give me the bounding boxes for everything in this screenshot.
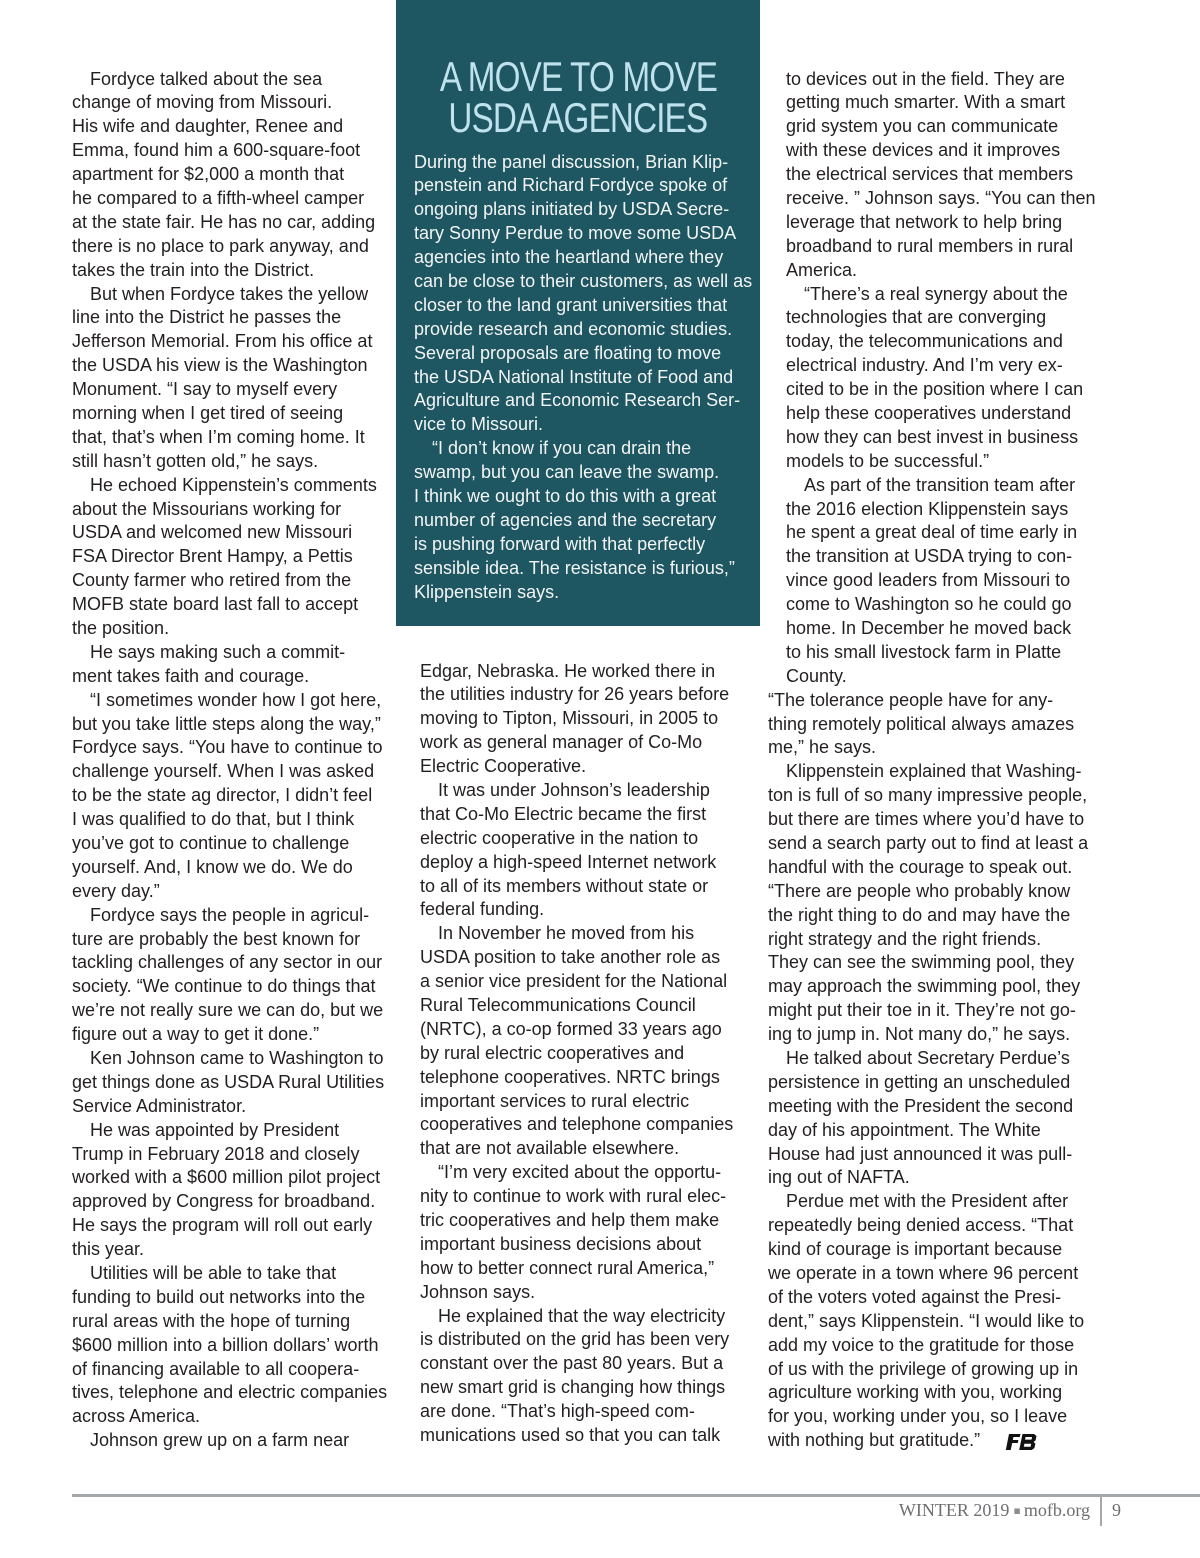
paragraph [72, 68, 394, 283]
text-line: “I don’t know if you can drain the [432, 438, 692, 459]
footer-divider [1100, 1496, 1102, 1526]
text-line: Edgar, Nebraska. He worked there in [420, 660, 716, 681]
text-line: yourself. And, I know we do. We do [72, 856, 353, 877]
text-line: Utilities will be able to take that [90, 1263, 337, 1284]
text-line: He talked about Secretary Perdue’s [786, 1048, 1070, 1069]
text-line: His wife and daughter, Renee and [72, 116, 344, 137]
text-line: funding to build out networks into the [72, 1286, 366, 1307]
text-line: Electric Cooperative. [420, 756, 587, 777]
text-line: to be the state ag director, I didn’t feel [72, 785, 373, 806]
text-line: come to Washington so he could go [786, 594, 1072, 615]
text-line: is distributed on the grid has been very [420, 1329, 730, 1350]
text-line: every day.” [72, 880, 160, 901]
text-line: Klippenstein explained that Washing- [786, 761, 1082, 782]
text-line: home. In December he moved back [786, 617, 1072, 638]
text-line: ment takes faith and courage. [72, 665, 310, 686]
text-line: the right thing to do and may have the [768, 904, 1071, 925]
text-line: to his small livestock farm in Platte [786, 641, 1062, 662]
text-line: In November he moved from his [438, 923, 695, 944]
paragraph [420, 1161, 750, 1304]
text-line: cooperatives and telephone companies [420, 1114, 734, 1135]
text-line: Service Administrator. [72, 1095, 247, 1116]
text-line: leverage that network to help bring [786, 211, 1063, 232]
text-line: approved by Congress for broadband. [72, 1191, 376, 1212]
text-line: agriculture working with you, working [768, 1382, 1063, 1403]
text-line: the electrical services that members [786, 164, 1074, 185]
paragraph [768, 474, 1098, 689]
paragraph [72, 1429, 394, 1453]
paragraph [420, 1305, 750, 1448]
sidebar-box [396, 0, 760, 626]
text-line: I was qualified to do that, but I think [72, 809, 355, 830]
paragraph [768, 689, 1098, 761]
text-line: figure out a way to get it done.” [72, 1024, 320, 1045]
text-line: with these devices and it improves [786, 140, 1061, 161]
paragraph [72, 283, 394, 474]
paragraph [420, 922, 750, 1161]
text-line: grid system you can communicate [786, 116, 1059, 137]
text-line: closer to the land grant universities that [414, 294, 728, 315]
footer-website: mofb.org [1023, 1500, 1090, 1520]
text-line: challenge yourself. When I was asked [72, 761, 375, 782]
text-line: Perdue met with the President after [786, 1191, 1069, 1212]
text-line: Johnson grew up on a farm near [90, 1430, 350, 1451]
footer-issue-line [899, 1499, 1090, 1522]
text-line: It was under Johnson’s leadership [438, 779, 710, 800]
text-line: provide research and economic studies. [414, 318, 733, 339]
text-line: Agriculture and Economic Research Ser- [414, 390, 741, 411]
text-line: tary Sonny Perdue to move some USDA [414, 223, 737, 244]
text-line: important business decisions about [420, 1233, 702, 1254]
page-number: 9 [1112, 1500, 1121, 1520]
text-line: dent,” says Klippenstein. “I would like to [768, 1310, 1085, 1331]
text-line: he compared to a fifth-wheel camper [72, 187, 365, 208]
paragraph [72, 1119, 394, 1262]
farm-bureau-logo-icon [1005, 1434, 1037, 1450]
text-line: Emma, found him a 600-square-foot [72, 140, 361, 161]
text-line: right strategy and the right friends. [768, 928, 1042, 949]
text-line: you’ve got to continue to challenge [72, 833, 350, 853]
text-line: number of agencies and the secretary [414, 509, 717, 530]
paragraph [414, 151, 752, 438]
text-line: During the panel discussion, Brian Klip- [414, 151, 729, 172]
text-line: electric cooperative in the nation to [420, 827, 699, 848]
text-line: getting much smarter. With a smart [786, 92, 1066, 113]
paragraph [414, 437, 752, 604]
text-line: there is no place to park anyway, and [72, 235, 369, 256]
text-line: of financing available to all coopera- [72, 1358, 360, 1379]
text-line: how to better connect rural America,” [420, 1257, 715, 1278]
text-line: America. [786, 259, 858, 280]
text-line: He explained that the way electricity [438, 1305, 726, 1326]
text-line: might put their toe in it. They’re not go- [768, 1000, 1076, 1021]
text-line: Monument. “I say to myself every [72, 379, 338, 400]
text-line: day of his appointment. The White [768, 1119, 1041, 1140]
text-line: Klippenstein says. [414, 581, 560, 602]
text-line: ing to jump in. Not many do,” he says. [768, 1024, 1071, 1045]
text-line: today, the telecommunications and [786, 331, 1063, 352]
text-line: takes the train into the District. [72, 259, 315, 280]
text-line: deploy a high-speed Internet network [420, 851, 717, 872]
text-line: a senior vice president for the National [420, 971, 728, 992]
text-line: are done. “That’s high-speed com- [420, 1401, 695, 1422]
paragraph [72, 474, 394, 641]
sidebar-title-line [396, 53, 760, 100]
text-line: swamp, but you can leave the swamp. [414, 462, 720, 483]
text-line: tric cooperatives and help them make [420, 1209, 720, 1230]
text-line: He echoed Kippenstein’s comments [90, 474, 377, 495]
text-line: but you take little steps along the way,” [72, 713, 381, 734]
text-line: sensible idea. The resistance is furious,” [414, 557, 735, 578]
text-line: new smart grid is changing how things [420, 1377, 726, 1398]
text-line: He says the program will roll out early [72, 1215, 373, 1236]
text-line: Jefferson Memorial. From his office at [72, 331, 373, 352]
text-line: “There’s a real synergy about the [804, 283, 1068, 304]
text-line: (NRTC), a co-op formed 33 years ago [420, 1018, 722, 1039]
text-line: Fordyce says. “You have to continue to [72, 737, 383, 758]
sidebar-title [396, 53, 760, 141]
text-line: “I’m very excited about the opportu- [438, 1162, 722, 1183]
text-line: the utilities industry for 26 years before [420, 684, 730, 705]
text-line: “There are people who probably know [768, 880, 1071, 901]
sidebar-title-line [396, 94, 760, 141]
text-line: Several proposals are floating to move [414, 342, 722, 363]
text-line: Fordyce talked about the sea [90, 68, 323, 89]
text-line: across America. [72, 1406, 201, 1427]
text-line: electrical industry. And I’m very ex- [786, 355, 1063, 376]
text-line: telephone cooperatives. NRTC brings [420, 1066, 720, 1087]
text-line: receive. ” Johnson says. “You can then [786, 187, 1096, 208]
paragraph [72, 641, 394, 689]
text-line: Johnson says. [420, 1281, 536, 1302]
text-line: important services to rural electric [420, 1090, 690, 1111]
sidebar-title-text: USDA AGENCIES [448, 94, 708, 141]
paragraph [72, 1047, 394, 1119]
text-line: ton is full of so many impressive people, [768, 785, 1088, 806]
article-column-right [768, 68, 1098, 1454]
text-line: me,” he says. [768, 737, 877, 758]
text-line: USDA position to take another role as [420, 947, 721, 968]
text-line: that, that’s when I’m coming home. It [72, 426, 365, 447]
text-line: Rural Telecommunications Council [420, 994, 696, 1015]
text-line: vince good leaders from Missouri to [786, 570, 1071, 591]
sidebar-body [414, 151, 752, 605]
text-line: Ken Johnson came to Washington to [90, 1048, 384, 1069]
text-line: that Co-Mo Electric became the first [420, 803, 707, 824]
text-line: kind of courage is important because [768, 1239, 1063, 1260]
text-line: for you, working under you, so I leave [768, 1406, 1068, 1427]
text-line: broadband to rural members in rural [786, 235, 1074, 256]
text-line: tives, telephone and electric companies [72, 1382, 388, 1403]
text-line: FSA Director Brent Hampy, a Pettis [72, 546, 353, 567]
text-line: of us with the privilege of growing up in [768, 1358, 1079, 1379]
text-line: how they can best invest in business [786, 426, 1079, 447]
text-line: ing out of NAFTA. [768, 1167, 910, 1188]
text-line: repeatedly being denied access. “That [768, 1215, 1074, 1236]
text-line: work as general manager of Co-Mo [420, 732, 703, 753]
text-line: I think we ought to do this with a great [414, 485, 717, 506]
text-line: is pushing forward with that perfectly [414, 533, 706, 554]
text-line: still hasn’t gotten old,” he says. [72, 450, 319, 471]
text-line: we’re not really sure we can do, but we [72, 1000, 384, 1021]
text-line: worked with a $600 million pilot project [72, 1167, 381, 1188]
text-line: handful with the courage to speak out. [768, 856, 1073, 877]
text-line: by rural electric cooperatives and [420, 1042, 685, 1063]
text-line: with nothing but gratitude.” [768, 1430, 981, 1451]
text-line: moving to Tipton, Missouri, in 2005 to [420, 708, 719, 729]
text-line: to devices out in the field. They are [786, 68, 1065, 89]
text-line: “I sometimes wonder how I got here, [90, 689, 382, 710]
text-line: he spent a great deal of time early in [786, 522, 1078, 543]
text-line: that are not available elsewhere. [420, 1138, 680, 1159]
text-line: meeting with the President the second [768, 1095, 1074, 1116]
text-line: about the Missourians working for [72, 498, 342, 519]
text-line: federal funding. [420, 899, 545, 920]
text-line: technologies that are converging [786, 307, 1047, 328]
text-line: “The tolerance people have for any- [768, 689, 1054, 710]
article-column-middle [420, 660, 750, 1448]
text-line: cited to be in the position where I can [786, 379, 1084, 400]
text-line: to all of its members without state or [420, 875, 709, 896]
text-line: As part of the transition team after [804, 474, 1076, 495]
text-line: nity to continue to work with rural elec- [420, 1186, 727, 1207]
text-line: But when Fordyce takes the yellow [90, 283, 369, 304]
text-line: County. [786, 665, 847, 686]
text-line: the USDA his view is the Washington [72, 355, 368, 376]
footer-separator: ▪ [1013, 1504, 1021, 1517]
text-line: send a search party out to find at least a [768, 833, 1089, 853]
text-line: of the voters voted against the Presi- [768, 1286, 1062, 1307]
text-line: may approach the swimming pool, they [768, 976, 1081, 997]
text-line: we operate in a town where 96 percent [768, 1263, 1079, 1284]
text-line: constant over the past 80 years. But a [420, 1353, 724, 1374]
text-line: ongoing plans initiated by USDA Secre- [414, 199, 730, 220]
text-line: munications used so that you can talk [420, 1425, 721, 1445]
text-line: the USDA National Institute of Food and [414, 366, 734, 387]
text-line: He was appointed by President [90, 1119, 340, 1140]
text-line: add my voice to the gratitude for those [768, 1334, 1075, 1355]
paragraph [72, 904, 394, 1047]
text-line: USDA and welcomed new Missouri [72, 522, 353, 543]
text-line: morning when I get tired of seeing [72, 402, 344, 423]
text-line: Fordyce says the people in agricul- [90, 904, 370, 925]
text-line: the transition at USDA trying to con- [786, 546, 1073, 567]
paragraph [420, 660, 750, 779]
article-column-left [72, 68, 394, 1454]
text-line: agencies into the heartland where they [414, 247, 724, 268]
paragraph [72, 1262, 394, 1429]
paragraph [768, 1190, 1098, 1453]
text-line: the 2016 election Klippenstein says [786, 498, 1069, 519]
text-line: get things done as USDA Rural Utilities [72, 1071, 385, 1092]
paragraph [768, 283, 1098, 474]
text-line: ture are probably the best known for [72, 928, 361, 949]
text-line: change of moving from Missouri. [72, 92, 333, 113]
text-line: at the state fair. He has no car, adding [72, 211, 376, 232]
text-line: MOFB state board last fall to accept [72, 594, 359, 615]
text-line: help these cooperatives understand [786, 402, 1072, 423]
text-line: Trump in February 2018 and closely [72, 1143, 360, 1164]
text-line: House had just announced it was pull- [768, 1143, 1073, 1164]
paragraph [420, 779, 750, 922]
text-line: County farmer who retired from the [72, 570, 352, 591]
text-line: persistence in getting an unscheduled [768, 1071, 1071, 1092]
text-line: They can see the swimming pool, they [768, 952, 1075, 973]
text-line: society. “We continue to do things that [72, 976, 376, 997]
footer-issue: WINTER 2019 [898, 1500, 1010, 1520]
text-line: the position. [72, 617, 170, 638]
paragraph [768, 68, 1098, 283]
text-line: apartment for $2,000 a month that [72, 164, 345, 185]
text-line: tackling challenges of any sector in our [72, 952, 383, 973]
text-line: $600 million into a billion dollars’ worth [72, 1334, 379, 1355]
paragraph [768, 760, 1098, 1047]
text-line: rural areas with the hope of turning [72, 1310, 351, 1331]
paragraph [72, 689, 394, 904]
text-line: can be close to their customers, as well as [414, 270, 753, 291]
text-line: penstein and Richard Fordyce spoke of [414, 175, 728, 196]
paragraph [768, 1047, 1098, 1190]
sidebar-title-text: A MOVE TO MOVE [439, 53, 717, 100]
text-line: vice to Missouri. [414, 414, 544, 435]
text-line: but there are times where you’d have to [768, 809, 1085, 830]
text-line: thing remotely political always amazes [768, 713, 1075, 734]
text-line: this year. [72, 1239, 145, 1260]
text-line: line into the District he passes the [72, 307, 342, 328]
footer-rule [72, 1494, 1200, 1497]
text-line: He says making such a commit- [90, 641, 346, 662]
text-line: models to be successful.” [786, 450, 990, 471]
